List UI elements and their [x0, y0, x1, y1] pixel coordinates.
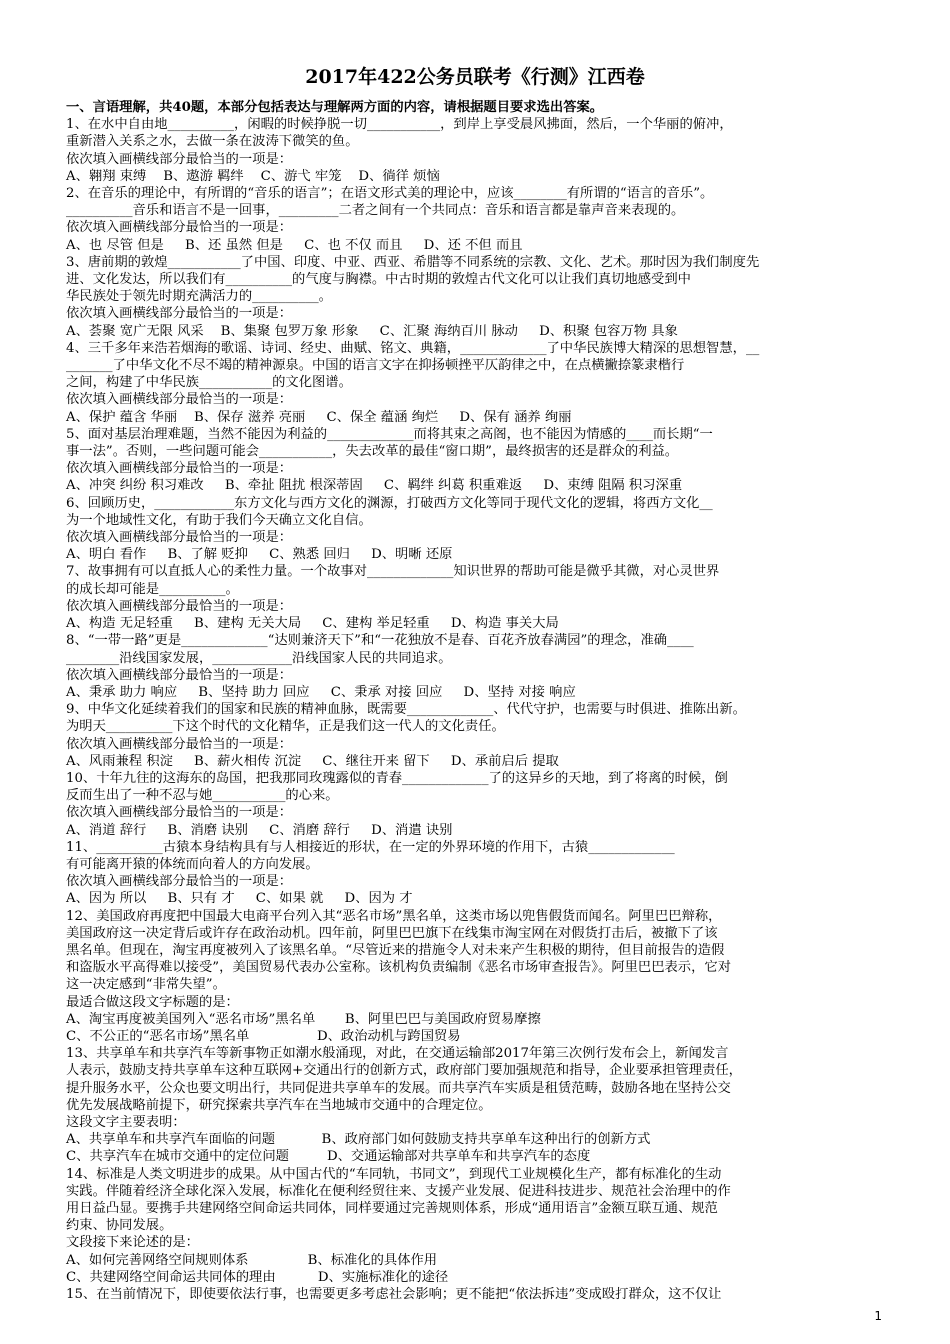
text-line: A、消道 辞行 B、消磨 诀别 C、消磨 辞行 D、消遣 诀别 [66, 822, 453, 838]
text-line: 优先发展战略前提下，研究探索共享汽车在当地城市交通中的合理定位。 [66, 1097, 492, 1113]
text-line: 的成长却可能是__________。 [66, 581, 239, 597]
text-line: 10、十年九往的这海东的岛国，把我那同玫瑰露似的青春_____________了的这异乡的天地，到了将离的时候，倒 [66, 770, 728, 786]
text-line: 和盗版水平高得难以接受”，美国贸易代表办公室称。该机构负责编制《恶名市场审查报告》。阿里巴巴表示，它对 [66, 960, 731, 976]
text-line: 文段接下来论述的是： [66, 1235, 199, 1251]
text-line: 之间，构建了中华民族___________的文化图谱。 [66, 375, 352, 391]
text-line: 这一决定感到“非常失望”。 [66, 977, 226, 993]
text-line: C、共建网络空间命运共同体的理由 D、实施标准化的途径 [66, 1269, 449, 1285]
text-line: C、共享汽车在城市交通中的定位问题 D、交通运输部对共享单车和共享汽车的态度 [66, 1149, 591, 1165]
text-line: 黑名单。但现在，淘宝再度被列入了该黑名单。“尽管近来的措施令人对未来产生积极的期待，但目前报告的造假 [66, 942, 725, 958]
text-line: 用日益凸显。要携手共建网络空间命运共同体，同样要通过完善规则体系，形成“通用语言”金额互联互通、规范 [66, 1201, 718, 1216]
text-line: 有可能离开猿的体统而向着人的方向发展。 [66, 856, 319, 872]
page-number: 1 [874, 1309, 882, 1323]
text-line: A、明白 看作 B、了解 贬抑 C、熟悉 回归 D、明晰 还原 [66, 547, 453, 563]
text-line: A、翱翔 束缚 B、遨游 羁绊 C、游弋 牢笼 D、徜徉 烦恼 [66, 168, 440, 184]
text-line: ________沿线国家发展，____________沿线国家人民的共同追求。 [66, 650, 452, 666]
text-line: 华民族处于领先时期充满活力的__________。 [66, 289, 332, 305]
text-line: 最适合做这段文字标题的是： [66, 994, 239, 1010]
page-title: 2017年422公务员联考《行测》江西卷 [305, 66, 645, 88]
text-line: 依次填入画横线部分最恰当的一项是： [66, 736, 293, 752]
text-line: 2、在音乐的理论中，有所谓的“音乐的语言”；在语文形式美的理论中，应该________有所谓的“语言的音乐”。 [66, 186, 714, 202]
text-line: 依次填入画横线部分最恰当的一项是： [66, 151, 293, 167]
text-line: 反而生出了一种不忍与她___________的心来。 [66, 788, 339, 804]
document-body [66, 99, 888, 1303]
text-line: 12、美国政府再度把中国最大电商平台列入其“恶名市场”黑名单，这类市场以兜售假货而闻名。阿里巴巴辩称， [66, 908, 722, 924]
text-line: 7、故事拥有可以直抵人心的柔性力量。一个故事对_____________知识世界的帮助可能是微乎其微，对心灵世界 [66, 564, 720, 580]
text-line: _______了中华文化不尽不竭的精神源泉。中国的语言文字在抑扬顿挫平仄韵律之中，在点横撇捺篆隶楷行 [66, 358, 685, 374]
text-line: 依次填入画横线部分最恰当的一项是： [66, 220, 293, 236]
text-line: 依次填入画横线部分最恰当的一项是： [66, 392, 293, 408]
text-line: 6、回顾历史，____________东方文化与西方文化的渊源，打破西方文化等同于现代文化的逻辑，将西方文化__ [66, 495, 713, 511]
text-line: 11、__________古猿本身结构具有与人相接近的形状，在一定的外界环境的作用下，古猿_____________ [66, 839, 675, 855]
text-line: 5、面对基层治理难题，当然不能因为利益的_____________而将其束之高阁，也不能因为情感的____而长期“一 [66, 426, 713, 442]
text-line: 依次填入画横线部分最恰当的一项是： [66, 461, 293, 477]
text-line: 约束、协同发展。 [66, 1218, 173, 1234]
text-line: 依次填入画横线部分最恰当的一项是： [66, 530, 293, 546]
text-line: 这段文字主要表明： [66, 1114, 186, 1130]
text-line: A、秉承 助力 响应 B、坚持 助力 回应 C、秉承 对接 回应 D、坚持 对接 响应 [66, 684, 576, 700]
text-line: 1、在水中自由地__________，闲暇的时候挣脱一切___________，到岸上享受晨风拂面，然后，一个华丽的俯冲， [66, 117, 733, 133]
text-line: 进、文化发达，所以我们有__________的气度与胸襟。中古时期的敦煌古代文化可以让我们真切地感受到中 [66, 272, 691, 288]
text-line: A、风雨兼程 积淀 B、薪火相传 沉淀 C、继往开来 留下 D、承前启后 提取 [66, 753, 559, 769]
text-line: 为一个地域性文化，有助于我们今天确立文化自信。 [66, 512, 372, 528]
text-line: 依次填入画横线部分最恰当的一项是： [66, 805, 293, 821]
text-line: 3、唐前期的敦煌___________了中国、印度、中亚、西亚、希腊等不同系统的宗教、文化、艺术。那时因为我们制度先 [66, 254, 760, 270]
text-line: 13、共享单车和共享汽车等新事物正如潮水般涌现，对此，在交通运输部2017年第三次例行发布会上，新闻发言 [66, 1046, 729, 1062]
text-line: 8、“一带一路”更是_____________“达则兼济天下”和“一花独放不是春、百花齐放春满园”的理念，准确____ [66, 633, 694, 649]
text-line: A、荟聚 宽广无限 风采 B、集聚 包罗万象 形象 C、汇聚 海纳百川 脉动 D、积聚 包容万物 具象 [66, 323, 678, 339]
text-line: A、如何完善网络空间规则体系 B、标准化的具体作用 [66, 1252, 438, 1268]
text-line: A、构造 无足轻重 B、建构 无关大局 C、建构 举足轻重 D、构造 事关大局 [66, 616, 559, 632]
text-line: 9、中华文化延续着我们的国家和民族的精神血脉，既需要_____________、代代守护，也需要与时俱进、推陈出新。 [66, 702, 746, 718]
text-line: __________音乐和语言不是一回事，_________二者之间有一个共同点：音乐和语言都是靠声音来表现的。 [66, 203, 685, 219]
text-line: A、共享单车和共享汽车面临的问题 B、政府部门如何鼓励支持共享单车这种出行的创新方式 [66, 1132, 651, 1148]
text-line: 依次填入画横线部分最恰当的一项是： [66, 598, 293, 614]
text-line: 14、标准是人类文明进步的成果。从中国古代的“车同轨，书同文”，到现代工业规模化生产，都有标准化的生动 [66, 1166, 722, 1182]
text-line: 重新潜入关系之水，去做一条在波涛下微笑的鱼。 [66, 134, 359, 150]
text-line: A、淘宝再度被美国列入“恶名市场”黑名单 B、阿里巴巴与美国政府贸易摩擦 [66, 1011, 541, 1027]
text-line: 实践。伴随着经济全球化深入发展，标准化在便利经贸往来、支援产业发展、促进科技进步、规范社会治理中的作 [66, 1183, 731, 1199]
text-line: A、冲突 纠纷 积习难改 B、牵扯 阻扰 根深蒂固 C、羁绊 纠葛 积重难返 D、束缚 阻隔 积习深重 [66, 478, 683, 494]
text-line: 15、在当前情况下，即使要依法行事，也需要更多考虑社会影响；更不能把“依法拆违”变成殴打群众，这不仅让 [66, 1287, 722, 1303]
text-line: 4、三千多年来浩若烟海的歌谣、诗词、经史、曲赋、铭文、典籍，_____________了中华民族博大精深的思想智慧，__ [66, 340, 760, 356]
text-line: 依次填入画横线部分最恰当的一项是： [66, 874, 293, 890]
text-line: 事一法”。否则，一些问题可能会___________，失去改革的最佳“窗口期”，最终损害的还是群众的利益。 [66, 444, 679, 460]
text-line: A、因为 所以 B、只有 才 C、如果 就 D、因为 才 [66, 891, 413, 907]
text-line: A、保护 蕴含 华丽 B、保存 滋养 亮丽 C、保全 蕴涵 绚烂 D、保有 涵养 绚丽 [66, 409, 572, 425]
text-line: 依次填入画横线部分最恰当的一项是： [66, 306, 293, 322]
text-line: 为明天__________下这个时代的文化精华，正是我们这一代人的文化责任。 [66, 719, 505, 735]
question-lines [66, 116, 888, 1303]
section-header: 一、言语理解，共40题，本部分包括表达与理解两方面的内容，请根据题目要求选出答案。 [66, 100, 604, 115]
text-line: 依次填入画横线部分最恰当的一项是： [66, 667, 293, 683]
text-line: A、也 尽管 但是 B、还 虽然 但是 C、也 不仅 而且 D、还 不但 而且 [66, 237, 523, 253]
text-line: 人表示，鼓励支持共享单车这种互联网+交通出行的创新方式，政府部门要加强规范和指导，企业要承担管理责任， [66, 1063, 742, 1079]
text-line: 美国政府这一决定背后或许存在政治动机。四年前，阿里巴巴旗下在线集市淘宝网在对假货打击后，被撤下了该 [66, 925, 718, 941]
text-line: C、不公正的“恶名市场”黑名单 D、政治动机与跨国贸易 [66, 1028, 461, 1044]
text-line: 提升服务水平，公众也要文明出行，共同促进共享单车的发展。而共享汽车实质是租赁范畴，鼓励各地在坚持公交 [66, 1080, 731, 1096]
